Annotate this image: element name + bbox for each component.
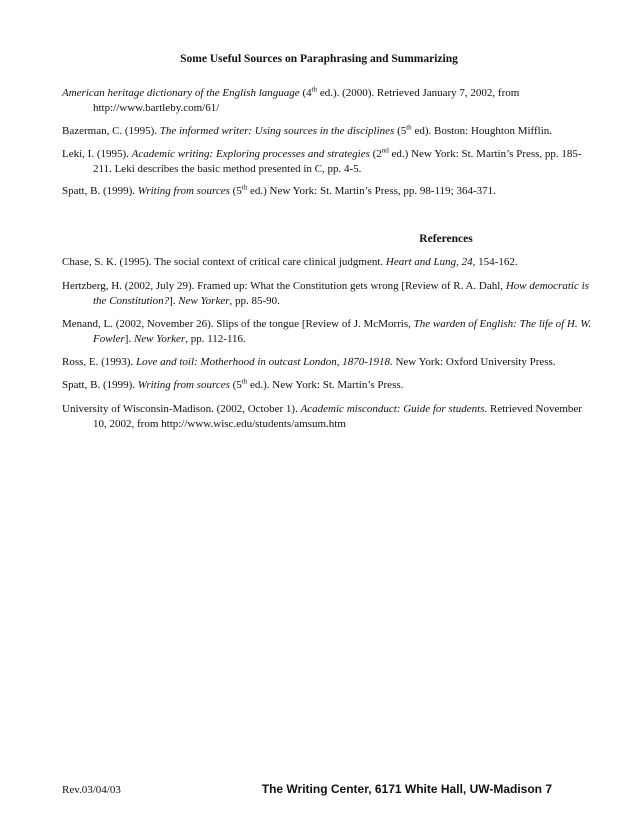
source-2-title: The informed writer: Using sources in the disciplines [159, 125, 395, 137]
source-3-title: Academic writing: Exploring processes and strategies [131, 148, 370, 160]
reference-entry-5: Spatt, B. (1999). Writing from sources (5th ed.). New York: St. Martin’s Press. [62, 377, 404, 391]
source-entry-3: Leki, I. (1995). Academic writing: Exploring processes and strategies (2nd ed.) New York: St. Martin’s Press, pp. 185-211. Leki describes the basic method presented in C, pp. 4-5. [62, 146, 582, 175]
source-entry-1: American heritage dictionary of the English language (4th ed.). (2000). Retrieved January 7, 2002, from http://www.bartleby.com/61/ [62, 85, 520, 114]
reference-entry-1: Chase, S. K. (1995). The social context of critical care clinical judgment. Heart and Lung, 24, 154-162. [62, 256, 518, 268]
source-1-title: American heritage dictionary of the English language [62, 87, 300, 99]
source-4-title: Writing from sources [137, 185, 230, 197]
references-title: References [419, 233, 473, 245]
source-entry-4: Spatt, B. (1999). Writing from sources (5th ed.) New York: St. Martin’s Press, pp. 98-119; 364-371. [62, 183, 496, 197]
reference-entry-6: University of Wisconsin-Madison. (2002, October 1). Academic misconduct: Guide for students. Retrieved November 10, 2002, from http://www.wisc.edu/students/amsum.htm [62, 403, 582, 430]
source-entry-2: Bazerman, C. (1995). The informed writer: Using sources in the disciplines (5th ed). Boston: Houghton Mifflin. [62, 123, 553, 137]
reference-entry-3: Menand, L. (2002, November 26). Slips of the tongue [Review of J. McMorris, The warden of English: The life of H. W. Fowler]. New Yorker, pp. 112-116. [62, 318, 592, 345]
reference-entry-2: Hertzberg, H. (2002, July 29). Framed up: What the Constitution gets wrong [Review of R. A. Dahl, How democratic is the Constitution?]. New Yorker, pp. 85-90. [62, 280, 589, 307]
footer-page-info: The Writing Center, 6171 White Hall, UW-Madison 7 [261, 782, 552, 796]
reference-entry-4: Ross, E. (1993). Love and toil: Motherhood in outcast London, 1870-1918. New York: Oxford University Press. [62, 356, 556, 368]
revision-date: Rev.03/04/03 [62, 784, 121, 796]
sources-title: Some Useful Sources on Paraphrasing and Summarizing [180, 53, 458, 65]
